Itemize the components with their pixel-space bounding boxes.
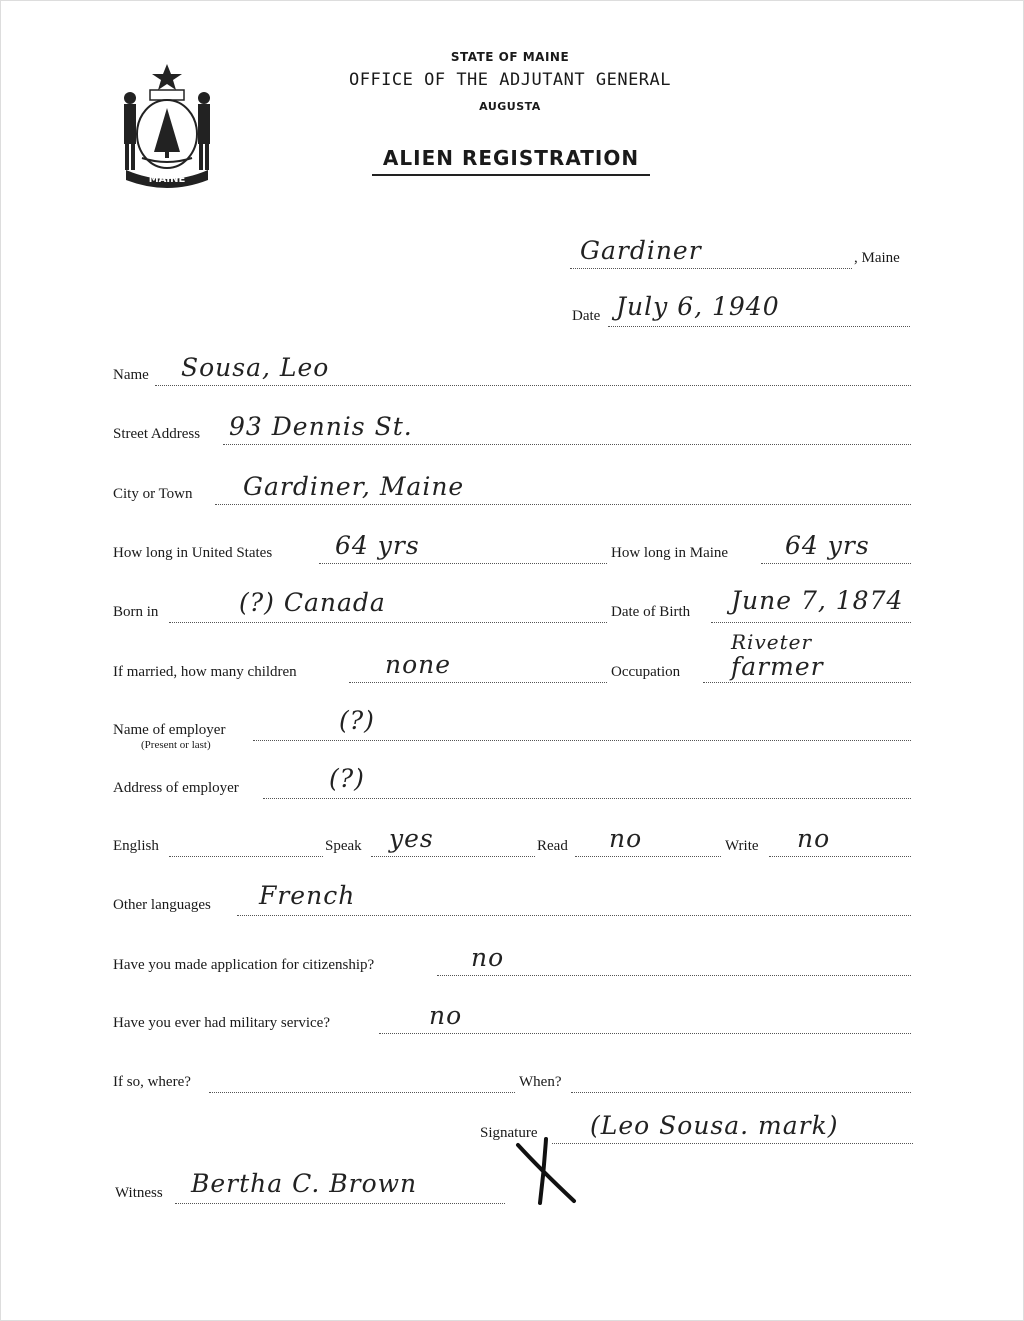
town-value[interactable]: Gardiner xyxy=(580,236,702,265)
children-label: If married, how many children xyxy=(113,664,297,680)
city-label: City or Town xyxy=(113,486,193,502)
header-state: STATE OF MAINE xyxy=(450,50,570,64)
born-in-label: Born in xyxy=(113,604,159,620)
employer-address-value[interactable]: (?) xyxy=(329,764,365,793)
dob-value[interactable]: June 7, 1874 xyxy=(731,586,904,615)
speak-label: Speak xyxy=(325,838,362,854)
occupation-value[interactable]: farmer xyxy=(731,652,824,681)
employer-address-row xyxy=(113,764,913,804)
street-row xyxy=(113,412,913,450)
when-label: When? xyxy=(519,1074,562,1090)
date-row xyxy=(572,292,912,332)
military-label: Have you ever had military service? xyxy=(113,1015,330,1031)
citizenship-label: Have you made application for citizenship? xyxy=(113,957,375,973)
seal-label: MAINE xyxy=(148,174,186,185)
how-long-maine-value[interactable]: 64 yrs xyxy=(785,531,870,560)
employer-row xyxy=(113,706,913,751)
witness-label: Witness xyxy=(115,1185,163,1201)
children-value[interactable]: none xyxy=(385,650,452,679)
how-long-us-label: How long in United States xyxy=(113,545,273,561)
speak-value[interactable]: yes xyxy=(389,824,434,853)
signature-value[interactable]: (Leo Sousa. mark) xyxy=(590,1111,839,1140)
where-label: If so, where? xyxy=(113,1074,191,1090)
header-city: AUGUSTA xyxy=(479,100,541,113)
how-long-row xyxy=(113,531,913,569)
read-value[interactable]: no xyxy=(609,824,643,853)
town-suffix: , Maine xyxy=(854,250,900,266)
city-value[interactable]: Gardiner, Maine xyxy=(243,472,465,501)
other-languages-value[interactable]: French xyxy=(259,881,356,910)
x-mark-icon xyxy=(510,1135,582,1207)
children-row xyxy=(113,630,913,688)
maine-state-seal xyxy=(112,62,222,190)
signature-label: Signature xyxy=(480,1125,538,1141)
occupation-label: Occupation xyxy=(611,664,681,680)
english-row xyxy=(113,824,913,862)
citizenship-value[interactable]: no xyxy=(471,943,505,972)
name-label: Name xyxy=(113,367,149,383)
other-languages-label: Other languages xyxy=(113,897,211,913)
date-value[interactable]: July 6, 1940 xyxy=(616,292,780,321)
name-value[interactable]: Sousa, Leo xyxy=(181,353,330,382)
dob-label: Date of Birth xyxy=(611,604,691,620)
employer-label: Name of employer xyxy=(113,722,226,738)
write-value[interactable]: no xyxy=(797,824,831,853)
employer-sublabel: (Present or last) xyxy=(141,739,211,751)
occupation-above-value[interactable]: Riveter xyxy=(731,630,813,654)
read-label: Read xyxy=(537,838,568,854)
form-title: ALIEN REGISTRATION xyxy=(372,146,650,176)
born-in-value[interactable]: (?) Canada xyxy=(239,588,386,617)
write-label: Write xyxy=(725,838,759,854)
where-when-row xyxy=(113,1074,913,1098)
other-languages-row xyxy=(113,881,913,921)
how-long-us-value[interactable]: 64 yrs xyxy=(335,531,420,560)
military-value[interactable]: no xyxy=(429,1001,463,1030)
witness-value[interactable]: Bertha C. Brown xyxy=(191,1169,418,1198)
born-row xyxy=(113,586,913,628)
city-row xyxy=(113,472,913,510)
employer-address-label: Address of employer xyxy=(113,780,239,796)
how-long-maine-label: How long in Maine xyxy=(611,545,729,561)
street-value[interactable]: 93 Dennis St. xyxy=(229,412,413,441)
witness-row xyxy=(115,1169,515,1209)
citizenship-row xyxy=(113,943,913,981)
header-office: OFFICE OF THE ADJUTANT GENERAL xyxy=(348,70,672,90)
military-row xyxy=(113,1001,913,1039)
english-label: English xyxy=(113,838,159,854)
employer-value[interactable]: (?) xyxy=(339,706,375,735)
name-row xyxy=(113,353,913,391)
town-row xyxy=(570,236,915,274)
date-label: Date xyxy=(572,308,601,324)
street-label: Street Address xyxy=(113,426,201,442)
